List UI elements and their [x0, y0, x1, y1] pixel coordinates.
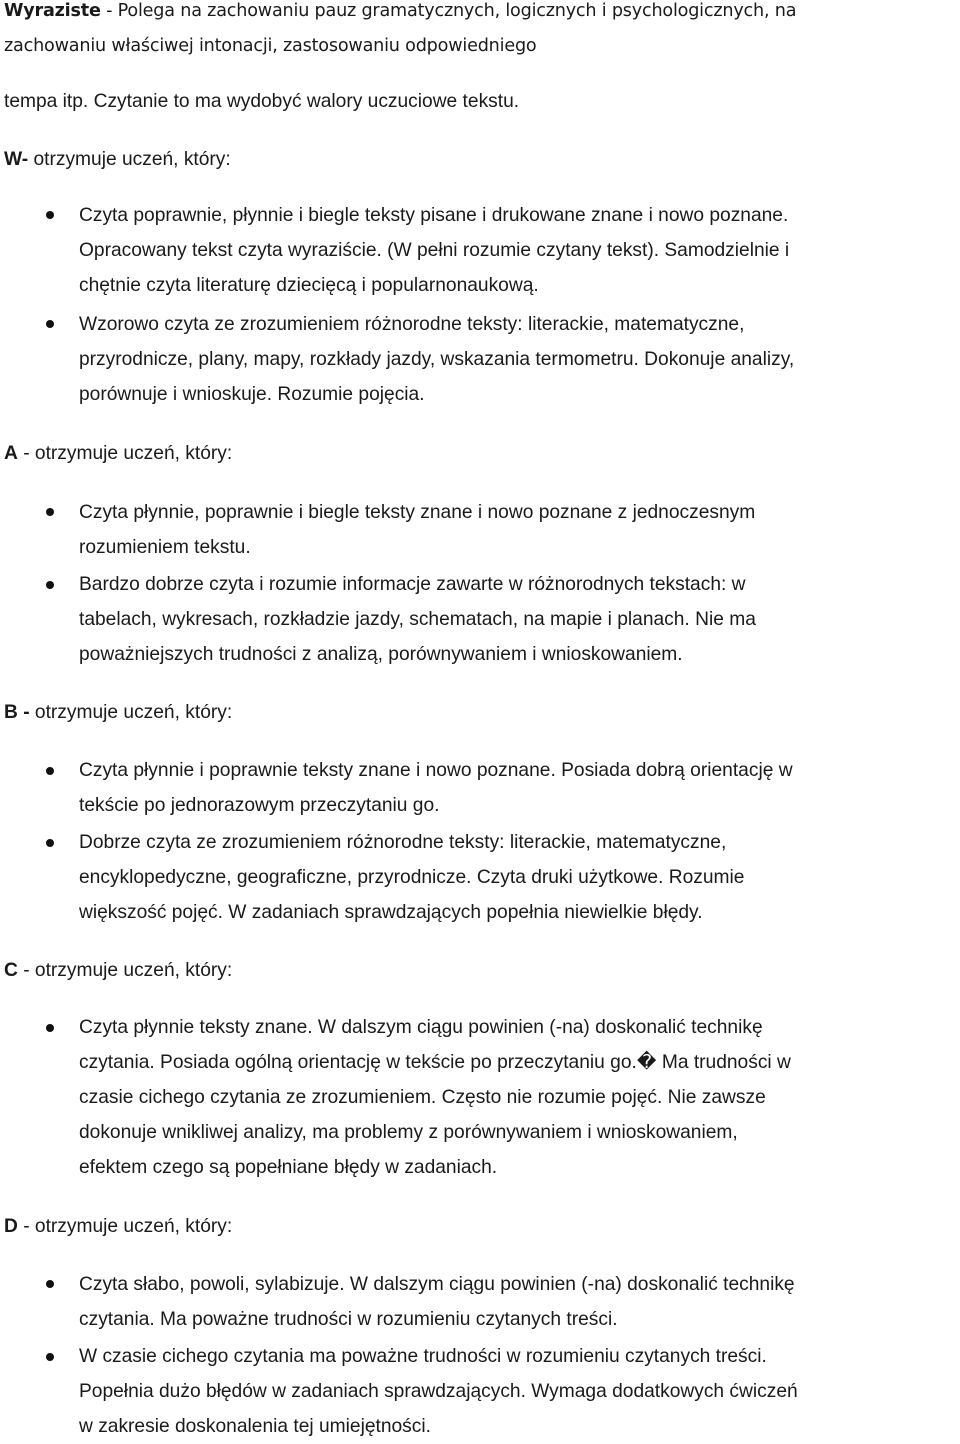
list-item: [79, 825, 744, 930]
bullet-icon: [46, 508, 54, 516]
grade-letter: A: [4, 443, 18, 464]
grade-heading-c: [4, 953, 232, 988]
grade-label: - otrzymuje uczeń, który:: [17, 960, 233, 981]
bullet-icon: [46, 211, 54, 219]
list-item-line: poważniejszych trudności z analizą, porównywaniem i wnioskowaniem.: [79, 644, 683, 665]
intro-text-1: - Polega na zachowaniu pauz gramatycznych, logicznych i psychologicznych, na: [100, 1, 797, 21]
list-item-line: Czyta płynnie, poprawnie i biegle teksty znane i nowo poznane z jednoczesnym: [79, 502, 756, 523]
list-item-line: dokonuje wnikliwej analizy, ma problemy z porównywaniem i wnioskowaniem,: [79, 1122, 738, 1143]
grade-label: otrzymuje uczeń, który:: [28, 149, 231, 170]
list-item: [79, 753, 793, 823]
list-item-line: Opracowany tekst czyta wyraziście. (W pełni rozumie czytany tekst). Samodzielnie i: [79, 240, 790, 261]
list-item-line: czytania. Ma poważne trudności w rozumieniu czytanych treści.: [79, 1309, 618, 1330]
list-item: [79, 495, 755, 565]
list-item-line: W czasie cichego czytania ma poważne trudności w rozumieniu czytanych treści.: [79, 1346, 767, 1367]
grade-label: - otrzymuje uczeń, który:: [17, 1216, 233, 1237]
bullet-icon: [46, 581, 54, 589]
list-item-line: efektem czego są popełniane błędy w zadaniach.: [79, 1157, 498, 1178]
list-item: [79, 1267, 795, 1337]
grade-heading-b: [4, 695, 232, 730]
list-item-line: w zakresie doskonalenia tej umiejętności.: [79, 1416, 431, 1437]
list-item-line: porównuje i wnioskuje. Rozumie pojęcia.: [79, 384, 425, 405]
list-item-line: chętnie czyta literaturę dziecięcą i popularnonaukową.: [79, 275, 539, 296]
bullet-icon: [46, 1353, 54, 1361]
list-item: [79, 198, 789, 303]
bullet-icon: [46, 1024, 54, 1032]
grade-letter: D: [4, 1216, 18, 1237]
list-item-line: tekście po jednorazowym przeczytaniu go.: [79, 795, 440, 816]
list-item-line: Czyta słabo, powoli, sylabizuje. W dalszym ciągu powinien (-na) doskonalić technikę: [79, 1274, 795, 1295]
list-item-line: Wzorowo czyta ze zrozumieniem różnorodne teksty: literackie, matematyczne,: [79, 314, 745, 335]
intro-term: Wyraziste: [4, 1, 101, 21]
list-item-line: Czyta płynnie teksty znane. W dalszym ciągu powinien (-na) doskonalić technikę: [79, 1017, 763, 1038]
list-item: [79, 307, 794, 412]
bullet-icon: [46, 1280, 54, 1288]
bullet-icon: [46, 767, 54, 775]
grade-heading-a: [4, 436, 232, 471]
intro-line-3: tempa itp. Czytanie to ma wydobyć walory uczuciowe tekstu.: [4, 91, 520, 112]
list-item-line: czasie cichego czytania ze zrozumieniem. Często nie rozumie pojęć. Nie zawsze: [79, 1087, 766, 1108]
list-item-line: przyrodnicze, plany, mapy, rozkłady jazdy, wskazania termometru. Dokonuje analizy,: [79, 349, 795, 370]
grade-letter: B -: [4, 702, 30, 723]
list-item-line: Popełnia dużo błędów w zadaniach sprawdzających. Wymaga dodatkowych ćwiczeń: [79, 1381, 798, 1402]
grade-label: otrzymuje uczeń, który:: [29, 702, 233, 723]
grade-heading-w: [4, 142, 231, 177]
list-item: [79, 567, 756, 672]
bullet-icon: [46, 320, 54, 328]
list-item-line: większość pojęć. W zadaniach sprawdzających popełnia niewielkie błędy.: [79, 902, 703, 923]
grade-heading-d: [4, 1209, 232, 1244]
list-item: [79, 1010, 791, 1185]
bullet-icon: [46, 839, 54, 847]
intro-line-2: zachowaniu właściwej intonacji, zastosowaniu odpowiedniego: [4, 36, 537, 56]
grade-letter: C: [4, 960, 18, 981]
list-item-line: rozumieniem tekstu.: [79, 537, 251, 558]
grade-label: - otrzymuje uczeń, który:: [17, 443, 233, 464]
list-item: [79, 1339, 798, 1444]
grade-letter: W-: [4, 149, 29, 170]
list-item-line: czytania. Posiada ogólną orientację w tekście po przeczytaniu go.� Ma trudności w: [79, 1052, 791, 1073]
list-item-line: encyklopedyczne, geograficzne, przyrodnicze. Czyta druki użytkowe. Rozumie: [79, 867, 745, 888]
list-item-line: Dobrze czyta ze zrozumieniem różnorodne teksty: literackie, matematyczne,: [79, 832, 727, 853]
list-item-line: tabelach, wykresach, rozkładzie jazdy, schematach, na mapie i planach. Nie ma: [79, 609, 756, 630]
intro-line-1: [4, 0, 796, 29]
list-item-line: Czyta płynnie i poprawnie teksty znane i nowo poznane. Posiada dobrą orientację w: [79, 760, 793, 781]
list-item-line: Czyta poprawnie, płynnie i biegle teksty pisane i drukowane znane i nowo poznane.: [79, 205, 789, 226]
list-item-line: Bardzo dobrze czyta i rozumie informacje zawarte w różnorodnych tekstach: w: [79, 574, 746, 595]
